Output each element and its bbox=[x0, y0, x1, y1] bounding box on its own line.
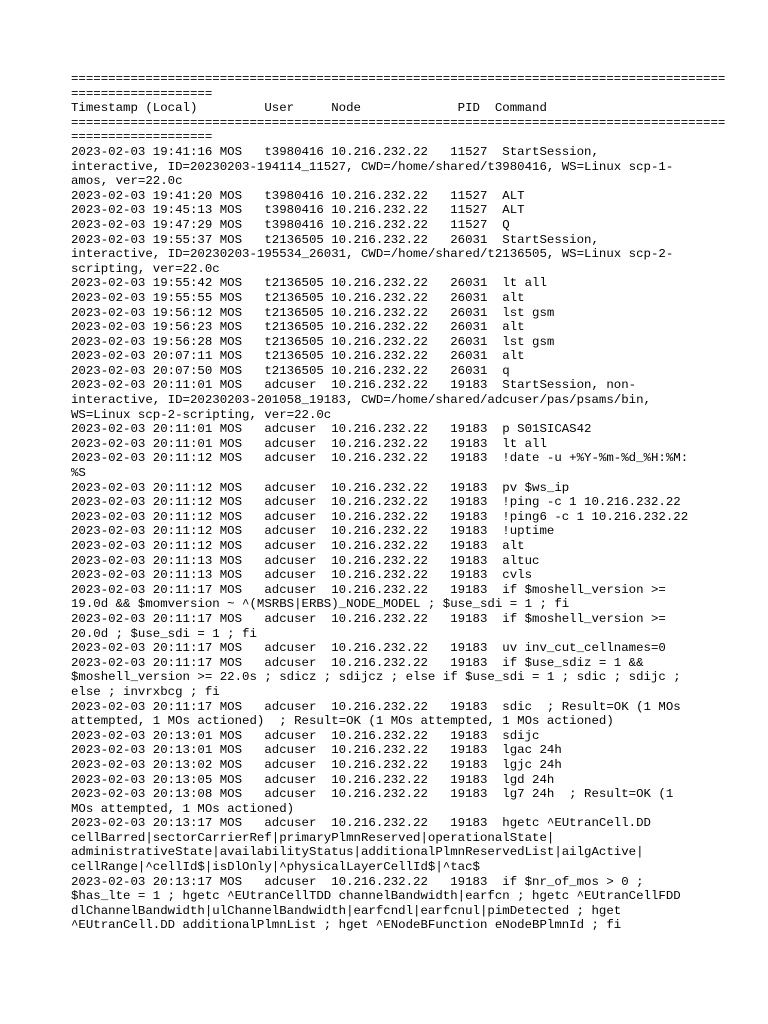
log-line: %S bbox=[71, 466, 86, 481]
log-line: dlChannelBandwidth|ulChannelBandwidth|earfcndl|earfcnul|pimDetected ; hget bbox=[71, 903, 622, 918]
log-line: 2023-02-03 20:11:17 MOS adcuser 10.216.232.22 19183 sdic ; Result=OK (1 MOs bbox=[71, 699, 681, 714]
log-line: 2023-02-03 20:11:12 MOS adcuser 10.216.232.22 19183 !ping -c 1 10.216.232.22 bbox=[71, 495, 681, 510]
log-line: 2023-02-03 20:13:17 MOS adcuser 10.216.232.22 19183 hgetc ^EUtranCell.DD bbox=[71, 816, 651, 831]
log-line: 2023-02-03 20:13:08 MOS adcuser 10.216.232.22 19183 lg7 24h ; Result=OK (1 bbox=[71, 787, 674, 802]
log-line: MOs attempted, 1 MOs actioned) bbox=[71, 801, 295, 816]
log-line: cellRange|^cellId$|isDlOnly|^physicalLayerCellId$|^tac$ bbox=[71, 860, 480, 875]
log-line: interactive, ID=20230203-195534_26031, CWD=/home/shared/t2136505, WS=Linux scp-2- bbox=[71, 247, 674, 262]
log-line: 2023-02-03 19:55:37 MOS t2136505 10.216.232.22 26031 StartSession, bbox=[71, 232, 599, 247]
log-line: WS=Linux scp-2-scripting, ver=22.0c bbox=[71, 407, 332, 422]
log-line: 20.0d ; $use_sdi = 1 ; fi bbox=[71, 626, 257, 641]
log-line: interactive, ID=20230203-201058_19183, CWD=/home/shared/adcuser/pas/psams/bin, bbox=[71, 393, 651, 408]
log-line: 2023-02-03 20:11:13 MOS adcuser 10.216.232.22 19183 cvls bbox=[71, 568, 533, 583]
log-line: 2023-02-03 20:13:05 MOS adcuser 10.216.232.22 19183 lgd 24h bbox=[71, 772, 555, 787]
log-line: 2023-02-03 20:11:17 MOS adcuser 10.216.232.22 19183 if $moshell_version >= bbox=[71, 582, 666, 597]
log-line: 2023-02-03 20:13:02 MOS adcuser 10.216.232.22 19183 lgjc 24h bbox=[71, 757, 562, 772]
log-line: =================== bbox=[71, 86, 213, 101]
log-line: 2023-02-03 20:11:17 MOS adcuser 10.216.232.22 19183 uv inv_cut_cellnames=0 bbox=[71, 641, 666, 656]
log-line: amos, ver=22.0c bbox=[71, 174, 183, 189]
log-line: 2023-02-03 20:11:13 MOS adcuser 10.216.232.22 19183 altuc bbox=[71, 553, 540, 568]
log-line: scripting, ver=22.0c bbox=[71, 261, 220, 276]
log-line: ======================================================================================== bbox=[71, 72, 726, 86]
log-line: 2023-02-03 20:11:12 MOS adcuser 10.216.232.22 19183 pv $ws_ip bbox=[71, 480, 570, 495]
log-line: 2023-02-03 20:11:17 MOS adcuser 10.216.232.22 19183 if $moshell_version >= bbox=[71, 611, 666, 626]
log-line: attempted, 1 MOs actioned) ; Result=OK (1 MOs attempted, 1 MOs actioned) bbox=[71, 714, 614, 729]
log-line: 2023-02-03 20:11:12 MOS adcuser 10.216.232.22 19183 alt bbox=[71, 539, 525, 553]
log-line: 2023-02-03 19:41:20 MOS t3980416 10.216.232.22 11527 ALT bbox=[71, 188, 525, 203]
log-line: 2023-02-03 20:07:50 MOS t2136505 10.216.232.22 26031 q bbox=[71, 363, 510, 378]
log-line: 2023-02-03 19:55:55 MOS t2136505 10.216.232.22 26031 alt bbox=[71, 290, 525, 305]
log-line: ======================================================================================== bbox=[71, 115, 726, 130]
log-line: 19.0d && $momversion ~ ^(MSRBS|ERBS)_NODE_MODEL ; $use_sdi = 1 ; fi bbox=[71, 597, 570, 612]
log-line: 2023-02-03 19:55:42 MOS t2136505 10.216.232.22 26031 lt all bbox=[71, 276, 547, 291]
log-line: $has_lte = 1 ; hgetc ^EUtranCellTDD channelBandwidth|earfcn ; hgetc ^EUtranCellFDD bbox=[71, 889, 681, 904]
log-line: administrativeState|availabilityStatus|additionalPlmnReservedList|ailgActive| bbox=[71, 845, 644, 860]
log-line: ^EUtranCell.DD additionalPlmnList ; hget ^ENodeBFunction eNodeBPlmnId ; fi bbox=[71, 918, 622, 933]
log-line: 2023-02-03 20:11:12 MOS adcuser 10.216.232.22 19183 !ping6 -c 1 10.216.232.22 bbox=[71, 509, 689, 524]
log-line: 2023-02-03 20:07:11 MOS t2136505 10.216.232.22 26031 alt bbox=[71, 349, 525, 364]
log-line: interactive, ID=20230203-194114_11527, CWD=/home/shared/t3980416, WS=Linux scp-1- bbox=[71, 159, 674, 174]
log-line: $moshell_version >= 22.0s ; sdicz ; sdijcz ; else if $use_sdi = 1 ; sdic ; sdijc ; bbox=[71, 670, 681, 685]
log-line: 2023-02-03 20:13:17 MOS adcuser 10.216.232.22 19183 if $nr_of_mos > 0 ; bbox=[71, 874, 644, 889]
log-line: Timestamp (Local) User Node PID Command bbox=[71, 101, 547, 116]
log-line: 2023-02-03 20:11:17 MOS adcuser 10.216.232.22 19183 if $use_sdiz = 1 && bbox=[71, 655, 644, 670]
log-line: 2023-02-03 19:45:13 MOS t3980416 10.216.232.22 11527 ALT bbox=[71, 203, 525, 218]
log-line: cellBarred|sectorCarrierRef|primaryPlmnReserved|operationalState| bbox=[71, 830, 555, 845]
log-line: else ; invrxbcg ; fi bbox=[71, 684, 220, 699]
log-line: 2023-02-03 20:11:01 MOS adcuser 10.216.232.22 19183 StartSession, non- bbox=[71, 378, 637, 393]
command-log bbox=[71, 72, 726, 933]
log-line: 2023-02-03 19:41:16 MOS t3980416 10.216.232.22 11527 StartSession, bbox=[71, 144, 599, 159]
log-line: =================== bbox=[71, 130, 213, 145]
log-line: 2023-02-03 19:56:23 MOS t2136505 10.216.232.22 26031 alt bbox=[71, 320, 525, 335]
log-line: 2023-02-03 20:13:01 MOS adcuser 10.216.232.22 19183 sdijc bbox=[71, 728, 540, 743]
log-line: 2023-02-03 19:56:28 MOS t2136505 10.216.232.22 26031 lst gsm bbox=[71, 334, 555, 349]
log-line: 2023-02-03 20:11:01 MOS adcuser 10.216.232.22 19183 lt all bbox=[71, 436, 547, 451]
log-line: 2023-02-03 20:13:01 MOS adcuser 10.216.232.22 19183 lgac 24h bbox=[71, 743, 562, 758]
log-line: 2023-02-03 20:11:12 MOS adcuser 10.216.232.22 19183 !uptime bbox=[71, 524, 555, 539]
log-line: 2023-02-03 19:47:29 MOS t3980416 10.216.232.22 11527 Q bbox=[71, 217, 510, 232]
log-line: 2023-02-03 20:11:01 MOS adcuser 10.216.232.22 19183 p S01SICAS42 bbox=[71, 422, 592, 437]
log-line: 2023-02-03 20:11:12 MOS adcuser 10.216.232.22 19183 !date -u +%Y-%m-%d_%H:%M: bbox=[71, 451, 689, 466]
log-line: 2023-02-03 19:56:12 MOS t2136505 10.216.232.22 26031 lst gsm bbox=[71, 305, 555, 320]
